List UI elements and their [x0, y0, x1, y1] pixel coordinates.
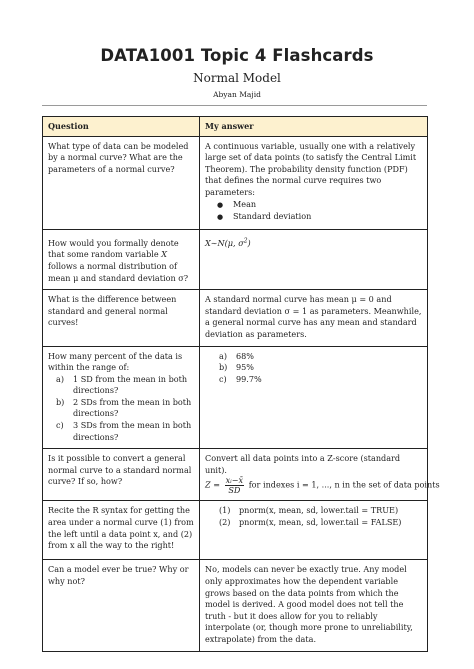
list-item: ● Mean [217, 199, 422, 212]
question-cell [43, 290, 200, 346]
question-text: Can a model ever be true? Why or why not? [48, 564, 189, 587]
question-cell [43, 560, 200, 651]
list-item: (2) pnorm(x, mean, sd, lower.tail = FALSE) [219, 517, 402, 528]
question-text: How many percent of the data is within the range of: [48, 350, 183, 373]
question-cell [43, 229, 200, 289]
flashcard-table [42, 116, 440, 652]
answer-text: A standard normal curve has mean μ = 0 and standard deviation σ = 1 as parameters. Meanwhile, a general normal curve has any mean and standard deviation as parameters. [205, 294, 422, 339]
list-item: a) 1 SD from the mean in both directions? [56, 373, 188, 396]
variable-symbol: X [161, 249, 167, 260]
answer-text: No, models can never be exactly true. Any model only approximates how the dependent variable grows based on the data points from which the model is derived. A good model does not tell the truth - but it does allow for you to reliably interpolate (or, though more prone to unreliability, extrapolate) from the data. [205, 564, 413, 644]
question-text: What is the difference between standard and general normal curves! [48, 294, 177, 328]
question-cell [43, 449, 200, 501]
formula-fraction: $\frac{\text{xᵢ−x̄}}{SD}$ [225, 475, 244, 496]
list-item: b) 95% [219, 362, 254, 373]
table-row [43, 560, 428, 651]
table-row [43, 346, 428, 449]
distribution-notation: X∼N(μ, $\sigma^2$) [205, 237, 251, 249]
question-cell [43, 501, 200, 560]
answer-cell [200, 449, 440, 501]
z-score-formula: Z = $\frac{\text{xᵢ−x̄}}{SD}$ for indexes i = 1, ..., n in the set of data points [205, 475, 440, 496]
list-item: a) 68% [219, 350, 254, 361]
question-text: Recite the R syntax for getting the area under a normal curve (1) from the left until a data point x, and (2) from x all the way to the right! [48, 505, 194, 551]
question-cell [43, 346, 200, 449]
question-text-continued: follows a normal distribution of mean μ and standard deviation σ? [48, 260, 189, 283]
document-subtitle: Normal Model [193, 71, 281, 85]
table-row [43, 136, 428, 229]
document-title: DATA1001 Topic 4 Flashcards [100, 46, 374, 65]
answer-cell [200, 501, 428, 560]
list-item: ● Standard deviation [217, 211, 422, 224]
answer-text: A continuous variable, usually one with a relatively large set of data points (to satisfy the Central Limit Theorem). The probability density function (PDF) that defines the normal curve requires two parameters: [205, 140, 417, 197]
table-row [43, 449, 428, 501]
horizontal-divider [42, 105, 427, 106]
list-item: c) 3 SDs from the mean in both directions? [56, 420, 192, 442]
question-text: How would you formally denote that some random variable [48, 237, 179, 260]
question-cell [43, 136, 200, 229]
answer-bullet-list [205, 199, 422, 224]
answer-text: Convert all data points into a Z-score (standard unit). [205, 453, 401, 475]
list-item: c) 99.7% [219, 373, 262, 384]
answer-list [205, 351, 422, 386]
table-header-row [43, 117, 428, 137]
table-row [43, 229, 428, 289]
document-author: Abyan Majid [213, 90, 261, 99]
answer-cell [200, 229, 428, 289]
answer-cell [200, 346, 428, 449]
answer-cell [200, 136, 428, 229]
table-row [43, 501, 428, 560]
table-row [43, 290, 428, 346]
question-text: What type of data can be modeled by a normal curve? What are the parameters of a normal curve? [48, 140, 189, 174]
list-item: (1) pnorm(x, mean, sd, lower.tail = TRUE) [219, 505, 399, 516]
question-text: Is it possible to convert a general normal curve to a standard normal curve? If so, how? [48, 453, 192, 487]
list-item: b) 2 SDs from the mean in both directions? [56, 396, 192, 419]
answer-list [205, 505, 422, 528]
answer-cell [200, 290, 428, 346]
question-sub-list [48, 374, 194, 444]
header-answer: My answer [200, 117, 428, 137]
header-question: Question [43, 117, 200, 137]
answer-cell [200, 560, 428, 651]
